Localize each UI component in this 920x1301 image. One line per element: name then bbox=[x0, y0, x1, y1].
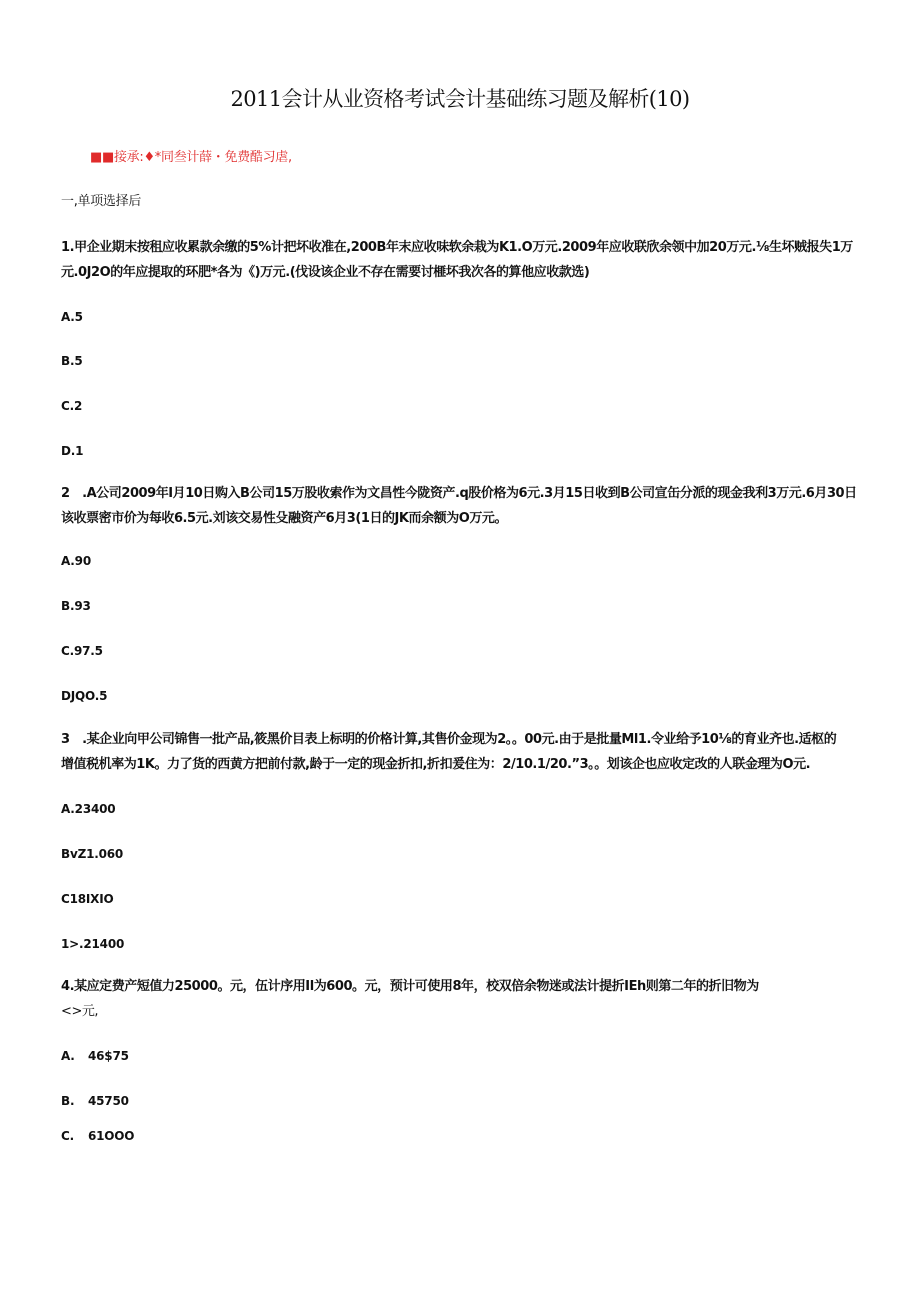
question-2-option-b[interactable] bbox=[61, 598, 91, 614]
question-4-line-2: <>元, bbox=[61, 1004, 99, 1019]
question-3-option-d[interactable] bbox=[61, 936, 124, 952]
question-1-option-d[interactable] bbox=[61, 443, 83, 459]
option-value: 18IXIO bbox=[69, 892, 114, 906]
option-value: 5 bbox=[74, 310, 83, 324]
option-value: QO.5 bbox=[75, 689, 108, 703]
option-value: 97.5 bbox=[73, 644, 103, 658]
option-label: A. bbox=[61, 554, 75, 568]
question-3-option-b[interactable] bbox=[61, 846, 123, 862]
question-4-line-1: 4.某应定费产短值力25000。元，伍计序用Il为600。元，预计可使用8年，校双倍余物迷或法计提折IEh则第二年的折旧物为 bbox=[61, 979, 759, 994]
notice-banner: ■■接承:♦*同叁计薛・免费酷习虐, bbox=[90, 150, 292, 165]
question-1-option-c[interactable] bbox=[61, 398, 82, 414]
question-3-line-1: 3 .某企业向甲公司锦售一批产品,筱黑价目表上标明的价格计算,其售价金现为2。。00元.由于是批量Ml1.令业给予10⅛的育业齐也.适枢的 bbox=[61, 732, 837, 747]
question-1-line-2: 元.0J2O的年应提取的环肥*各为《)万元.(伐设该企业不存在需要讨榧坏我次各的算他应收款选) bbox=[61, 265, 590, 280]
option-label: C. bbox=[61, 1129, 74, 1143]
option-label: C bbox=[61, 892, 70, 906]
question-2-option-a[interactable] bbox=[61, 553, 91, 569]
option-label: A. bbox=[61, 310, 75, 324]
question-4-option-b[interactable] bbox=[61, 1093, 129, 1109]
question-4-option-c[interactable] bbox=[61, 1128, 134, 1144]
question-1 bbox=[61, 235, 861, 285]
option-value: 90 bbox=[74, 554, 91, 568]
question-3-option-c[interactable] bbox=[61, 891, 114, 907]
option-label: A. bbox=[61, 802, 75, 816]
question-4-option-a[interactable] bbox=[61, 1048, 129, 1064]
option-label: B. bbox=[61, 354, 75, 368]
option-label: C. bbox=[61, 644, 74, 658]
option-value: 46$75 bbox=[88, 1049, 129, 1063]
question-1-option-b[interactable] bbox=[61, 353, 82, 369]
question-3-option-a[interactable] bbox=[61, 801, 115, 817]
question-1-option-a[interactable] bbox=[61, 309, 83, 325]
question-2-line-1: 2 .A公司2009年Ⅰ月10日购入B公司15万股收索作为文昌性今陇资产.q股价格为6元.3月15日收到B公司宣缶分派的现金我利3万元.6月30日 bbox=[61, 486, 857, 501]
option-value: 2 bbox=[73, 399, 83, 413]
option-label: B. bbox=[61, 1094, 75, 1108]
question-3-line-2: 增值税机率为1K。力了货的西黄方把前付款,龄于一定的现金折扣,折扣爰住为：2/10.1/20.”3。。划该企也应收定改的人联金理为O元. bbox=[61, 757, 811, 772]
question-4 bbox=[61, 974, 861, 1024]
document-title: 2011会计从业资格考试会计基础练习题及解析(10) bbox=[230, 87, 690, 111]
option-label: B. bbox=[61, 599, 75, 613]
question-2-option-d[interactable] bbox=[61, 688, 107, 704]
option-label: DJ bbox=[61, 689, 76, 703]
question-3 bbox=[61, 727, 861, 777]
question-2-line-2: 该收票密市价为每收6.5元.刘该交易性殳融资产6月3(1日的JK而余额为O万元。 bbox=[61, 511, 508, 526]
option-label: D. bbox=[61, 444, 76, 458]
option-label: A. bbox=[61, 1049, 75, 1063]
question-1-line-1: 1.甲企业期末按租应收累款余缴的5%计把坏收准在,200B年末应收味软余栽为K1.O万元.2009年应收联欣余领中加20万元.⅛生坏贼报失1万 bbox=[61, 240, 853, 255]
option-label: BvZ bbox=[61, 847, 87, 861]
option-value: 21400 bbox=[83, 937, 125, 951]
option-label: 1>. bbox=[61, 937, 84, 951]
option-value: 5 bbox=[74, 354, 83, 368]
section-heading: 一,单项选择后 bbox=[61, 194, 142, 209]
option-value: 1 bbox=[75, 444, 84, 458]
option-value: 45750 bbox=[88, 1094, 129, 1108]
option-label: C. bbox=[61, 399, 74, 413]
option-value: 1.060 bbox=[86, 847, 124, 861]
option-value: 23400 bbox=[74, 802, 116, 816]
option-value: 93 bbox=[74, 599, 91, 613]
option-value: 61OOO bbox=[88, 1129, 135, 1143]
question-2 bbox=[61, 481, 861, 531]
question-2-option-c[interactable] bbox=[61, 643, 103, 659]
